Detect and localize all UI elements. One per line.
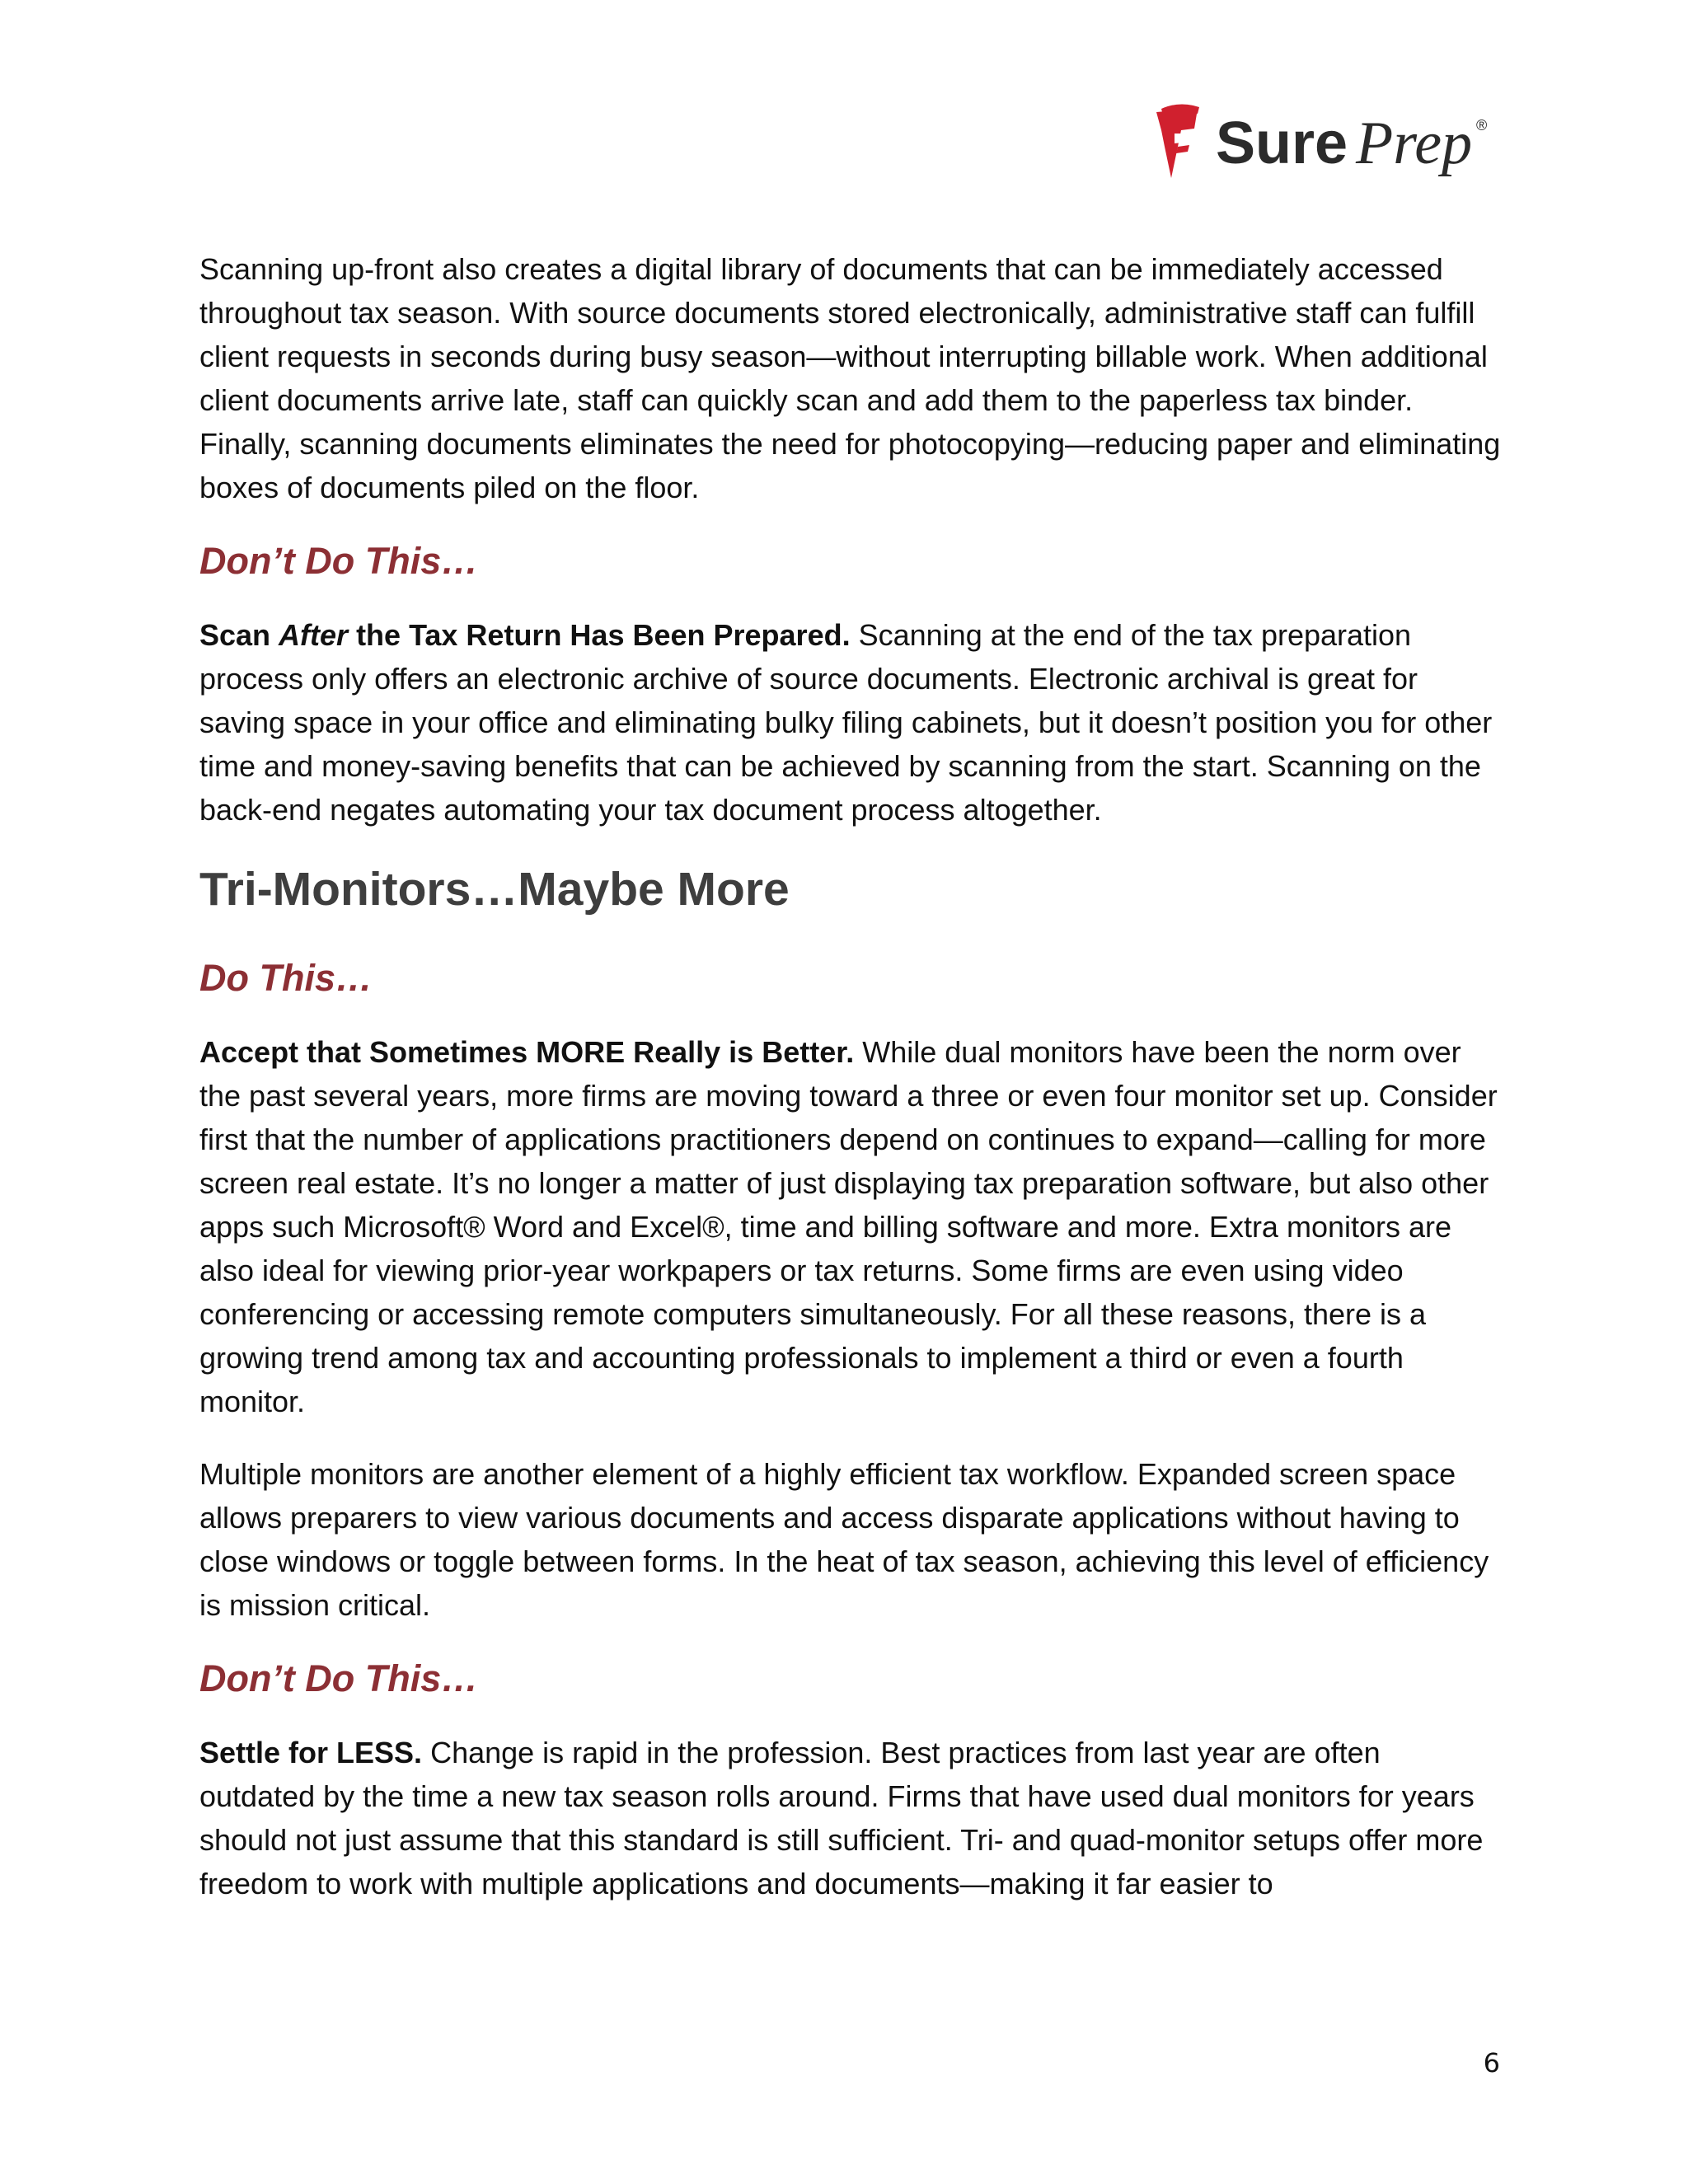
accept-more-paragraph	[199, 1030, 1502, 1423]
sureprep-logo	[1150, 97, 1496, 188]
scan-after-lead	[199, 618, 851, 652]
document-body	[199, 247, 1502, 1934]
logo-sure-text: Sure	[1216, 110, 1348, 176]
dont-do-this-heading-2: Don’t Do This…	[199, 1657, 479, 1699]
settle-for-less-lead: Settle for LESS.	[199, 1736, 423, 1769]
scan-after-text: Scanning at the end of the tax preparation process only offers an electronic archive of source documents. Electronic archival is great for saving space in your office and eliminating bulky filing cabinets, but it doesn’t position you for other time and money-saving benefits that can be achieved by scanning from the start. Scanning on the back-end negates automating your tax document process altogether.	[199, 618, 1493, 827]
accept-more-text: While dual monitors have been the norm over the past several years, more firms are moving toward a three or even four monitor set up. Consider first that the number of applications practitioners depend on continues to expand—calling for more screen real estate. It’s no longer a matter of just displaying tax preparation software, but also other apps such Microsoft® Word and Excel®, time and billing software and more. Extra monitors are also ideal for viewing prior-year workpapers or tax returns. Some firms are even using video conferencing or accessing remote computers simultaneously. For all these reasons, there is a growing trend among tax and accounting professionals to implement a third or even a fourth monitor.	[199, 1035, 1498, 1418]
sureprep-logo-mark	[1156, 104, 1199, 178]
multiple-monitors-paragraph: Multiple monitors are another element of a highly efficient tax workflow. Expanded screen space allows preparers to view various documents and access disparate applications without having to close windows or toggle between forms. In the heat of tax season, achieving this level of efficiency is mission critical.	[199, 1457, 1489, 1622]
tri-monitors-heading: Tri-Monitors…Maybe More	[199, 863, 790, 916]
lead-suffix: the Tax Return Has Been Prepared.	[348, 618, 851, 652]
intro-paragraph: Scanning up-front also creates a digital library of documents that can be immediately accessed throughout tax season. With source documents stored electronically, administrative staff can fulfill client requests in seconds during busy season—without interrupting billable work. When additional client documents arrive late, staff can quickly scan and add them to the paperless tax binder. Finally, scanning documents eliminates the need for photocopying—reducing paper and eliminating boxes of documents piled on the floor.	[199, 252, 1501, 504]
settle-for-less-text: Change is rapid in the profession. Best practices from last year are often outdated by the time a new tax season rolls around. Firms that have used dual monitors for years should not just assume that this standard is still sufficient. Tri- and quad-monitor setups offer more freedom to work with multiple applications and documents—making it far easier to	[199, 1736, 1484, 1900]
settle-for-less-paragraph	[199, 1731, 1502, 1905]
do-this-heading: Do This…	[199, 957, 373, 999]
scan-after-paragraph	[199, 613, 1502, 832]
accept-more-lead: Accept that Sometimes MORE Really is Better.	[199, 1035, 855, 1069]
logo-registered-mark: ®	[1476, 117, 1488, 134]
lead-prefix: Scan	[199, 618, 279, 652]
page-number: 6	[1483, 2047, 1500, 2079]
lead-emphasis: After	[279, 618, 349, 652]
logo-prep-text: Prep	[1356, 110, 1473, 177]
dont-do-this-heading-1: Don’t Do This…	[199, 540, 479, 582]
